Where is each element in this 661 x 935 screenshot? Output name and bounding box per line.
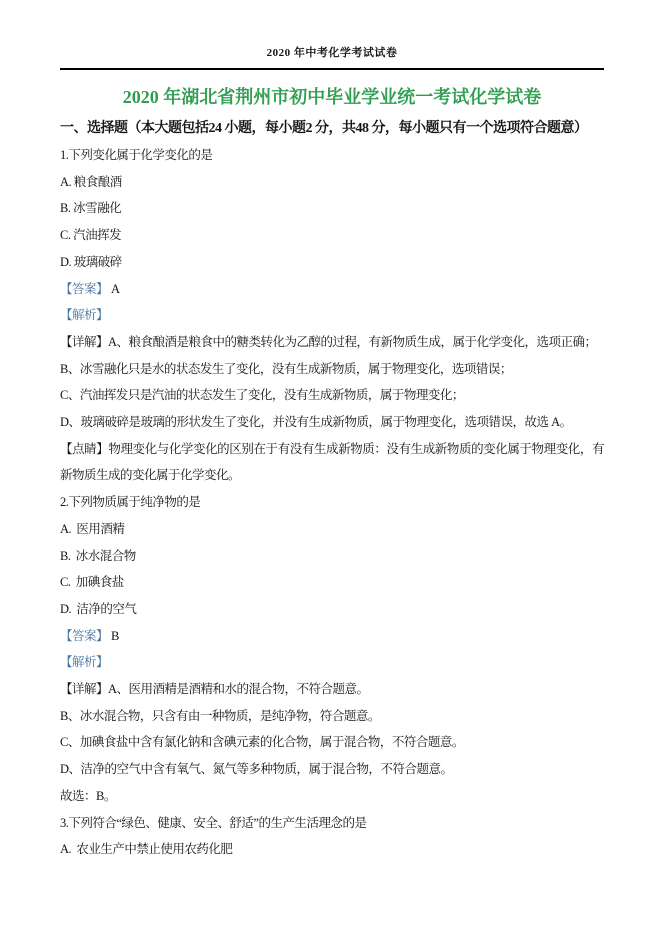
q1-option-c: C. 汽油挥发 [60,228,122,243]
q2-option-c: C. 加碘食盐 [60,575,124,590]
section-heading: 一、选择题（本大题包括24 小题，每小题2 分，共48 分，每小题只有一个选项符合题意） [60,121,588,136]
q2-detail-c: C、加碘食盐中含有氯化钠和含碘元素的化合物，属于混合物，不符合题意。 [60,735,464,750]
question-list [60,142,604,863]
q3-stem: 3.下列符合“绿色、健康、安全、舒适”的生产生活理念的是 [60,815,367,830]
q2-detail-d: D、洁净的空气中含有氧气、氮气等多种物质，属于混合物，不符合题意。 [60,762,453,777]
page-header [60,0,604,70]
q1-option-b: B. 冰雪融化 [60,201,122,216]
q1-answer-line [60,276,604,303]
q1-detail-c: C、汽油挥发只是汽油的状态发生了变化，没有生成新物质，属于物理变化； [60,388,464,403]
q2-stem: 2.下列物质属于纯净物的是 [60,495,201,510]
q1-analysis-line [60,302,604,329]
q2-answer-value: B [111,628,119,643]
q2-option-a: A. 医用酒精 [60,521,125,536]
q2-option-d: D. 洁净的空气 [60,601,137,616]
q2-analysis-line [60,649,604,676]
q1-detail-d: D、玻璃破碎是玻璃的形状发生了变化，并没有生成新物质，属于物理变化，选项错误，故选 A。 [60,415,572,430]
q2-analysis-label: 【解析】 [60,655,109,670]
q1-note: 【点睛】物理变化与化学变化的区别在于有没有生成新物质：没有生成新物质的变化属于物理变化，有新物质生成的变化属于化学变化。 [60,441,604,483]
q2-option-b: B. 冰水混合物 [60,548,136,563]
q3-option-a: A. 农业生产中禁止使用农药化肥 [60,842,233,857]
q2-answer-label: 【答案】 [60,628,109,643]
q2-answer-line [60,623,604,650]
header-doc-label: 2020 年中考化学考试试卷 [266,47,398,59]
doc-title: 2020 年湖北省荆州市初中毕业学业统一考试化学试卷 [122,87,542,107]
q2-detail-a: 【详解】A、医用酒精是酒精和水的混合物，不符合题意。 [60,682,369,697]
q1-option-d: D. 玻璃破碎 [60,254,122,269]
q2-conclusion: 故选：B。 [60,788,116,803]
q1-stem: 1.下列变化属于化学变化的是 [60,148,213,162]
q1-answer-label: 【答案】 [60,281,109,296]
q1-option-a: A. 粮食酿酒 [60,174,122,189]
q2-detail-b: B、冰水混合物，只含有由一种物质，是纯净物，符合题意。 [60,708,380,723]
q1-analysis-label: 【解析】 [60,308,109,323]
q1-detail-a: 【详解】A、粮食酿酒是粮食中的糖类转化为乙醇的过程，有新物质生成，属于化学变化，选项正确； [60,334,597,349]
q1-detail-b: B、冰雪融化只是水的状态发生了变化，没有生成新物质，属于物理变化，选项错误； [60,361,512,376]
page-content [0,87,661,863]
q1-answer-value: A [111,281,120,296]
